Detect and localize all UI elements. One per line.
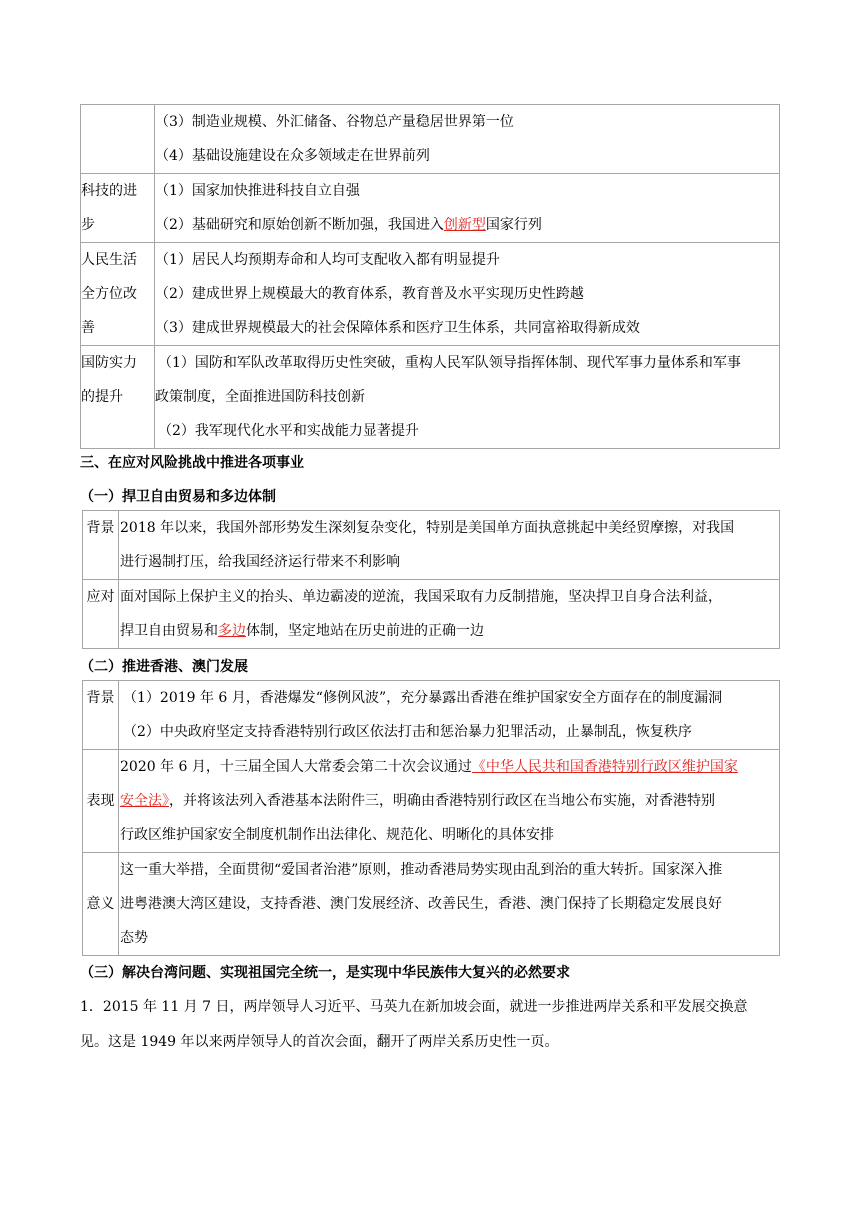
table-row (81, 346, 780, 449)
list-item: （2）我军现代化水平和实战能力显著提升 (158, 423, 419, 439)
row-header: 国防实力 的提升 (81, 346, 155, 449)
list-item: （2）建成世界上规模最大的教育体系，教育普及水平实现历史性跨越 (155, 286, 584, 302)
row-header: 应对 (83, 580, 119, 649)
table-row (83, 511, 780, 580)
subsection-heading: （三）解决台湾问题、实现祖国完全统一，是实现中华民族伟大复兴的必然要求 (80, 965, 570, 981)
row-content: 这一重大举措，全面贯彻“爱国者治港”原则，推动香港局势实现由乱到治的重大转折。国家深入推 进粤港澳大湾区建设，支持香港、澳门发展经济、改善民生，香港、澳门保持了长期稳定发展良好 态势 (119, 853, 780, 956)
row-content: 2020 年 6 月，十三届全国人大常委会第二十次会议通过《中华人民共和国香港特别行政区维护国家 安全法》，并将该法列入香港基本法附件三，明确由香港特别行政区在当地公布实施，对香港特别 行政区维护国家安全制度机制作出法律化、规范化、明晰化的具体安排 (119, 750, 780, 853)
highlighted-term: 创新型 (443, 217, 486, 233)
list-item: 政策制度，全面推进国防科技创新 (155, 389, 365, 405)
row-content: 面对国际上保护主义的抬头、单边霸凌的逆流，我国采取有力反制措施，坚决捍卫自身合法利益， 捍卫自由贸易和多边体制，坚定地站在历史前进的正确一边 (119, 580, 780, 649)
table-row (83, 580, 780, 649)
hk-macau-table (82, 680, 780, 956)
highlighted-term: 多边 (218, 623, 246, 639)
table-row (81, 243, 780, 346)
free-trade-table (82, 510, 780, 649)
row-content (155, 105, 780, 174)
list-item: （1）国防和军队改革取得历史性突破，重构人民军队领导指挥体制、现代军事力量体系和军事 (158, 355, 741, 371)
subsection-heading: （二）推进香港、澳门发展 (80, 659, 248, 675)
table-row (81, 105, 780, 174)
list-item: （3）制造业规模、外汇储备、谷物总产量稳居世界第一位 (155, 114, 514, 130)
section-heading: 三、在应对风险挑战中推进各项事业 (80, 455, 304, 471)
row-content (155, 174, 780, 243)
table-row (81, 174, 780, 243)
list-item: （3）建成世界规模最大的社会保障体系和医疗卫生体系，共同富裕取得新成效 (155, 320, 640, 336)
list-item: （2）基础研究和原始创新不断加强，我国进入创新型国家行列 (155, 217, 542, 233)
row-header: 意义 (83, 853, 119, 956)
row-header: 表现 (83, 750, 119, 853)
list-item: （1）国家加快推进科技自立自强 (155, 183, 360, 199)
row-header: 背景 (83, 511, 119, 580)
body-paragraph: 1．2015 年 11 月 7 日，两岸领导人习近平、马英九在新加坡会面，就进一步推进两岸关系和平发展交换意 见。这是 1949 年以来两岸领导人的首次会面，翻开了两岸关系历史性一页。 (80, 999, 748, 1050)
table-row (83, 681, 780, 750)
row-header: 人民生活 全方位改 善 (81, 243, 155, 346)
table-row (83, 750, 780, 853)
table-row (83, 853, 780, 956)
row-header-empty (81, 105, 155, 174)
list-item: （1）居民人均预期寿命和人均可支配收入都有明显提升 (155, 252, 500, 268)
row-content (155, 346, 780, 449)
row-content (155, 243, 780, 346)
list-item: （4）基础设施建设在众多领域走在世界前列 (155, 148, 430, 164)
row-content: 2018 年以来，我国外部形势发生深刻复杂变化，特别是美国单方面执意挑起中美经贸摩擦，对我国 进行遏制打压，给我国经济运行带来不利影响 (119, 511, 780, 580)
achievements-table (80, 104, 780, 449)
subsection-heading: （一）捍卫自由贸易和多边体制 (80, 489, 276, 505)
row-content: （1）2019 年 6 月，香港爆发“修例风波”，充分暴露出香港在维护国家安全方面存在的制度漏洞 （2）中央政府坚定支持香港特别行政区依法打击和惩治暴力犯罪活动，止暴制乱，恢复秩序 (119, 681, 780, 750)
law-title-link: 安全法》 (120, 793, 169, 809)
row-header: 背景 (83, 681, 119, 750)
row-header: 科技的进 步 (81, 174, 155, 243)
law-title-link: 《中华人民共和国香港特别行政区维护国家 (471, 759, 738, 775)
